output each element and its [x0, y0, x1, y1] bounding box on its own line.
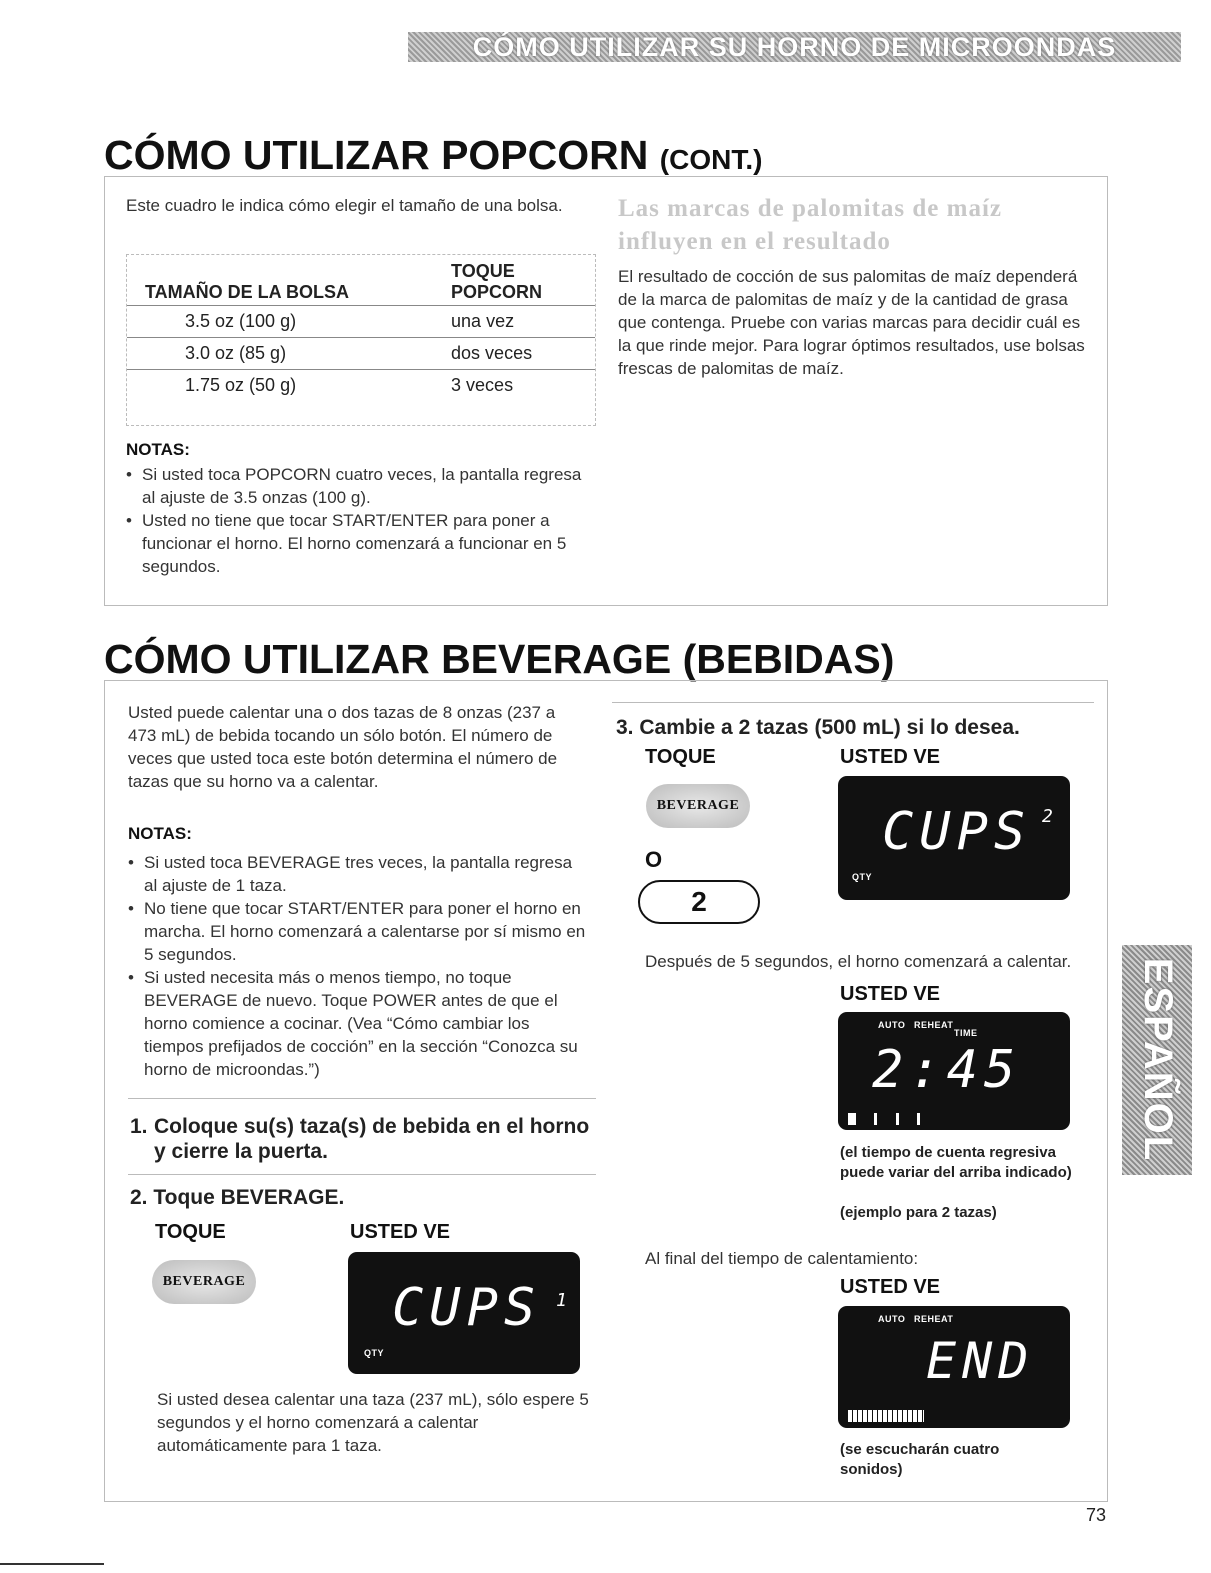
language-side-tab-text: ESPAÑOL: [1136, 957, 1180, 1163]
list-item: • Si usted necesita más o menos tiempo, no toque BEVERAGE de nuevo. Toque POWER antes de que el horno comience a cocinar. (Vea “Cómo cambiar los tiempos prefijados de cocción” en la sección “Conozca su horno de microondas.”): [128, 966, 588, 1081]
popcorn-notes-title: NOTAS:: [126, 440, 190, 459]
page-number: 73: [1086, 1505, 1107, 1525]
step-3-text: Cambie a 2 tazas (500 mL) si lo desea.: [639, 716, 1020, 739]
display-cups-2: [838, 776, 1070, 900]
cook-progress-bars-full: [848, 1410, 924, 1422]
step-3-number: 3.: [616, 716, 634, 739]
brand-text: El resultado de cocción de sus palomitas de maíz dependerá de la marca de palomitas de maíz y de la cantidad de grasa que contenga. Pruebe con varias marcas para decidir cuál es la que rinde mejor. Para lograr óptimos resultados, use bolsas frescas de palomitas de maíz.: [618, 267, 1085, 378]
display-end: [838, 1306, 1070, 1428]
qty-indicator: QTY: [852, 872, 873, 882]
step-1-number: 1.: [130, 1115, 148, 1138]
step-2-number: 2.: [130, 1186, 148, 1209]
qty-indicator: QTY: [364, 1348, 385, 1358]
bag-size-table-header: [127, 259, 595, 306]
table-row: [127, 338, 595, 370]
after-5-seconds-text: Después de 5 segundos, el horno comenzará a calentar.: [645, 952, 1072, 971]
header-banner: CÓMO UTILIZAR SU HORNO DE MICROONDAS: [408, 32, 1181, 62]
display-cups-text: CUPS: [882, 802, 1032, 862]
list-item: • Usted no tiene que tocar START/ENTER para poner a funcionar el horno. El horno comenzará a funcionar en 5 segundos.: [126, 509, 596, 578]
see-label: USTED VE: [840, 746, 941, 768]
display-countdown: [838, 1012, 1070, 1130]
popcorn-section-title: [104, 132, 762, 179]
col-touch-line1: TOQUE: [451, 261, 515, 281]
table-row: [127, 370, 595, 402]
popcorn-intro: Este cuadro le indica cómo elegir el tamaño de una bolsa.: [126, 196, 563, 215]
beverage-notes-title: NOTAS:: [128, 824, 192, 843]
see-label: USTED VE: [840, 1276, 941, 1298]
step-2: [130, 1186, 344, 1210]
popcorn-notes-list: [126, 463, 596, 578]
bag-size-table-frame: [126, 254, 596, 426]
see-label: USTED VE: [350, 1221, 451, 1243]
touch-count-cell: 3 veces: [433, 370, 595, 402]
brand-heading-line2: influyen en el resultado: [618, 228, 891, 255]
beverage-intro: Usted puede calentar una o dos tazas de 8 onzas (237 a 473 mL) de bebida tocando un sólo botón. El número de veces que usted toca este botón determina el número de tazas que su horno va a calentar.: [128, 703, 558, 791]
col-touch-line2: POPCORN: [451, 282, 543, 302]
display-cups-digit: 2: [1042, 806, 1059, 827]
bag-size-cell: 3.5 oz (100 g): [127, 306, 433, 338]
col-bag-size: TAMAÑO DE LA BOLSA: [145, 282, 349, 302]
auto-indicator: AUTO: [878, 1314, 906, 1324]
countdown-time: 2:45: [872, 1040, 1022, 1100]
time-indicator: TIME: [954, 1028, 978, 1038]
touch-count-cell: dos veces: [433, 338, 595, 370]
beverage-notes-list: [128, 851, 588, 1081]
display-cups-text: CUPS: [392, 1278, 542, 1338]
countdown-caption: (el tiempo de cuenta regresiva puede variar del arriba indicado): [840, 1144, 1072, 1181]
display-cups-1: [348, 1252, 580, 1374]
popcorn-title-text: CÓMO UTILIZAR POPCORN: [104, 132, 649, 178]
number-2-key[interactable]: 2: [638, 880, 760, 924]
reheat-indicator: REHEAT: [914, 1314, 954, 1324]
see-label: USTED VE: [840, 983, 941, 1005]
step-1-text: Coloque su(s) taza(s) de bebida en el horno y cierre la puerta.: [154, 1115, 590, 1163]
auto-indicator: AUTO: [878, 1020, 906, 1030]
bag-size-table: [127, 259, 595, 401]
end-text: END: [926, 1332, 1035, 1390]
touch-label: TOQUE: [155, 1221, 226, 1243]
step-3: [616, 716, 1020, 740]
reheat-indicator: REHEAT: [914, 1020, 954, 1030]
display-cups-digit: 1: [556, 1290, 573, 1311]
end-intro-text: Al final del tiempo de calentamiento:: [645, 1249, 919, 1268]
touch-label: TOQUE: [645, 746, 716, 768]
beverage-section-title: CÓMO UTILIZAR BEVERAGE (BEBIDAS): [104, 636, 895, 682]
beverage-button[interactable]: BEVERAGE: [646, 784, 750, 828]
beverage-button[interactable]: BEVERAGE: [152, 1260, 256, 1304]
popcorn-title-suffix: (CONT.): [659, 144, 763, 175]
brand-heading: [618, 192, 1088, 258]
bag-size-cell: 3.0 oz (85 g): [127, 338, 433, 370]
end-caption: (se escucharán cuatro sonidos): [840, 1441, 1000, 1478]
touch-count-cell: una vez: [433, 306, 595, 338]
divider: [128, 1174, 596, 1175]
brand-heading-line1: Las marcas de palomitas de maíz: [618, 195, 1002, 222]
bag-size-cell: 1.75 oz (50 g): [127, 370, 433, 402]
step-2-text: Toque BEVERAGE.: [153, 1186, 345, 1209]
step-1: [130, 1114, 600, 1164]
example-caption: (ejemplo para 2 tazas): [840, 1204, 997, 1221]
trim-mark: [0, 1563, 104, 1565]
step-2-note: Si usted desea calentar una taza (237 mL), sólo espere 5 segundos y el horno comenzará a calentar automáticamente para 1 taza.: [157, 1390, 589, 1455]
cook-progress-bars: [848, 1112, 938, 1124]
col-touch-popcorn: [433, 259, 595, 306]
list-item: • Si usted toca BEVERAGE tres veces, la pantalla regresa al ajuste de 1 taza.: [128, 851, 588, 897]
divider: [128, 1098, 596, 1099]
or-label: O: [645, 847, 663, 872]
table-row: [127, 306, 595, 338]
divider: [612, 702, 1094, 703]
list-item: • Si usted toca POPCORN cuatro veces, la pantalla regresa al ajuste de 3.5 onzas (100 g).: [126, 463, 596, 509]
list-item: • No tiene que tocar START/ENTER para poner el horno en marcha. El horno comenzará a calentarse por sí mismo en 5 segundos.: [128, 897, 588, 966]
